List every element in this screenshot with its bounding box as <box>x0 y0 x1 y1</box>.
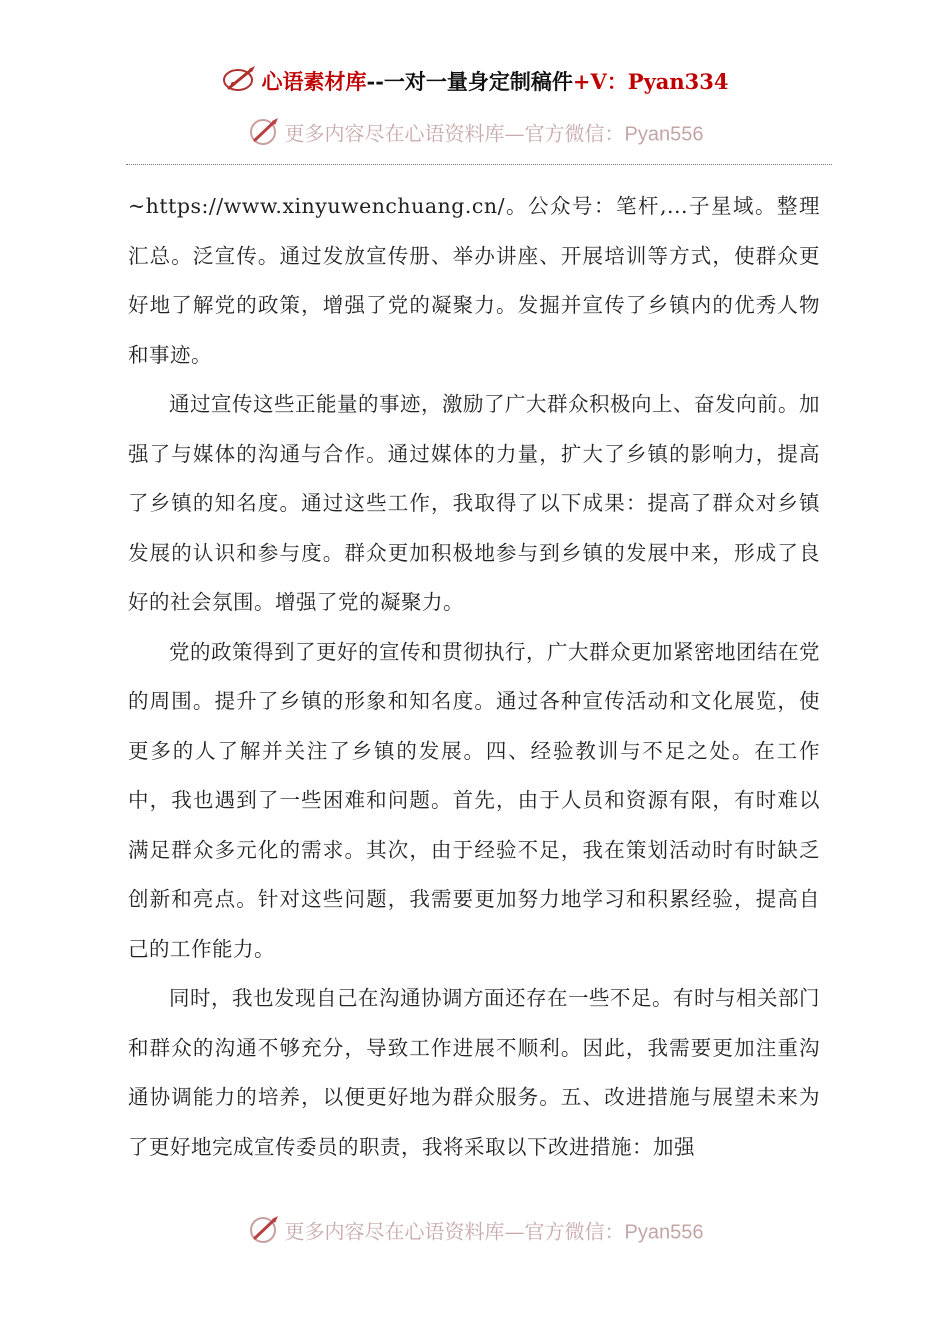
header-tagline: 一对一量身定制稿件 <box>383 69 573 94</box>
paragraph-4: 同时，我也发现自己在沟通协调方面还存在一些不足。有时与相关部门和群众的沟通不够充分，导致工作进展不顺利。因此，我需要更加注重沟通协调能力的培养，以便更好地为群众服务。五、改进措施与展望未来为了更好地完成宣传委员的职责，我将采取以下改进措施：加强 <box>128 986 820 1159</box>
paragraph-2: 通过宣传这些正能量的事迹，激励了广大群众积极向上、奋发向前。加强了与媒体的沟通与合作。通过媒体的力量，扩大了乡镇的影响力，提高了乡镇的知名度。通过这些工作，我取得了以下成果：提高了群众对乡镇发展的认识和参与度。群众更加积极地参与到乡镇的发展中来，形成了良好的社会氛围。增强了党的凝聚力。 <box>128 392 820 614</box>
header-separator: -- <box>366 69 384 94</box>
paragraph-3: 党的政策得到了更好的宣传和贯彻执行，广大群众更加紧密地团结在党的周围。提升了乡镇的形象和知名度。通过各种宣传活动和文化展览，使更多的人了解并关注了乡镇的发展。四、经验教训与不足之处。在工作中，我也遇到了一些困难和问题。首先，由于人员和资源有限，有时难以满足群众多元化的需求。其次，由于经验不足，我在策划活动时有时缺乏创新和亮点。针对这些问题，我需要更加努力地学习和积累经验，提高自己的工作能力。 <box>128 639 820 961</box>
watermark-id: Pyan556 <box>624 123 704 146</box>
header-divider <box>126 164 832 165</box>
watermark-text: 更多内容尽在心语资料库—官方微信： <box>284 1219 625 1244</box>
header-contact: +V：Pyan334 <box>572 69 729 94</box>
pen-logo-icon <box>221 64 259 103</box>
watermark-id: Pyan556 <box>624 1221 704 1244</box>
watermark-logo-icon <box>247 116 281 154</box>
paragraph-1: ~https://www.xinyuwenchuang.cn/。公众号：笔杆,...子星域。整理汇总。泛宣传。通过发放宣传册、举办讲座、开展培训等方式，使群众更好地了解党的政策，增强了党的凝聚力。发掘并宣传了乡镇内的优秀人物和事迹。 <box>128 194 820 367</box>
watermark-logo-icon <box>247 1214 281 1252</box>
header-brand: 心语素材库 <box>261 69 367 94</box>
document-body <box>128 182 820 1172</box>
bottom-watermark <box>0 1214 950 1252</box>
top-watermark <box>0 116 950 154</box>
document-header <box>0 64 950 103</box>
watermark-text: 更多内容尽在心语资料库—官方微信： <box>284 121 625 146</box>
